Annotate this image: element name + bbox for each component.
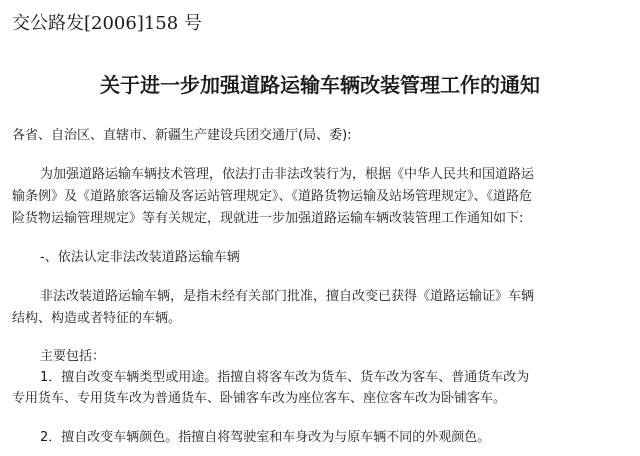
intro-line-2: 输条例》及《道路旅客运输及客运站管理规定》、《道路货物运输及站场管理规定》、《道路危 (12, 189, 533, 204)
addressee-line: 各省、自治区、直辖市、新疆生产建设兵团交通厅(局、委): (12, 128, 352, 143)
definition-line-2: 结构、构造或者特征的车辆。 (12, 311, 182, 326)
intro-line-3: 险货物运输管理规定》等有关规定，现就进一步加强道路运输车辆改装管理工作通知如下: (12, 211, 524, 226)
document-title: 关于进一步加强道路运输车辆改装管理工作的通知 (100, 73, 540, 97)
intro-line-1: 为加强道路运输车辆技术管理，依法打击非法改装行为，根据《中华人民共和国道路运 (40, 167, 535, 182)
item-1-line-2: 专用货车、专用货车改为普通货车、卧铺客车改为座位客车、座位客车改为卧铺客车。 (12, 391, 507, 406)
document-number: 交公路发[2006]158 号 (12, 13, 202, 34)
item-1-line-1: 1．擅自改变车辆类型或用途。指擅自将客车改为货车、货车改为客车、普通货车改为 (40, 370, 530, 385)
main-items-label: 主要包括： (40, 349, 106, 364)
section-heading: -、依法认定非法改装道路运输车辆 (40, 250, 240, 265)
definition-line-1: 非法改装道路运输车辆，是指未经有关部门批准，擅自改变已获得《道路运输证》车辆 (40, 289, 535, 304)
item-2-line: 2．擅自改变车辆颜色。指擅自将驾驶室和车身改为与原车辆不同的外观颜色。 (40, 430, 491, 445)
